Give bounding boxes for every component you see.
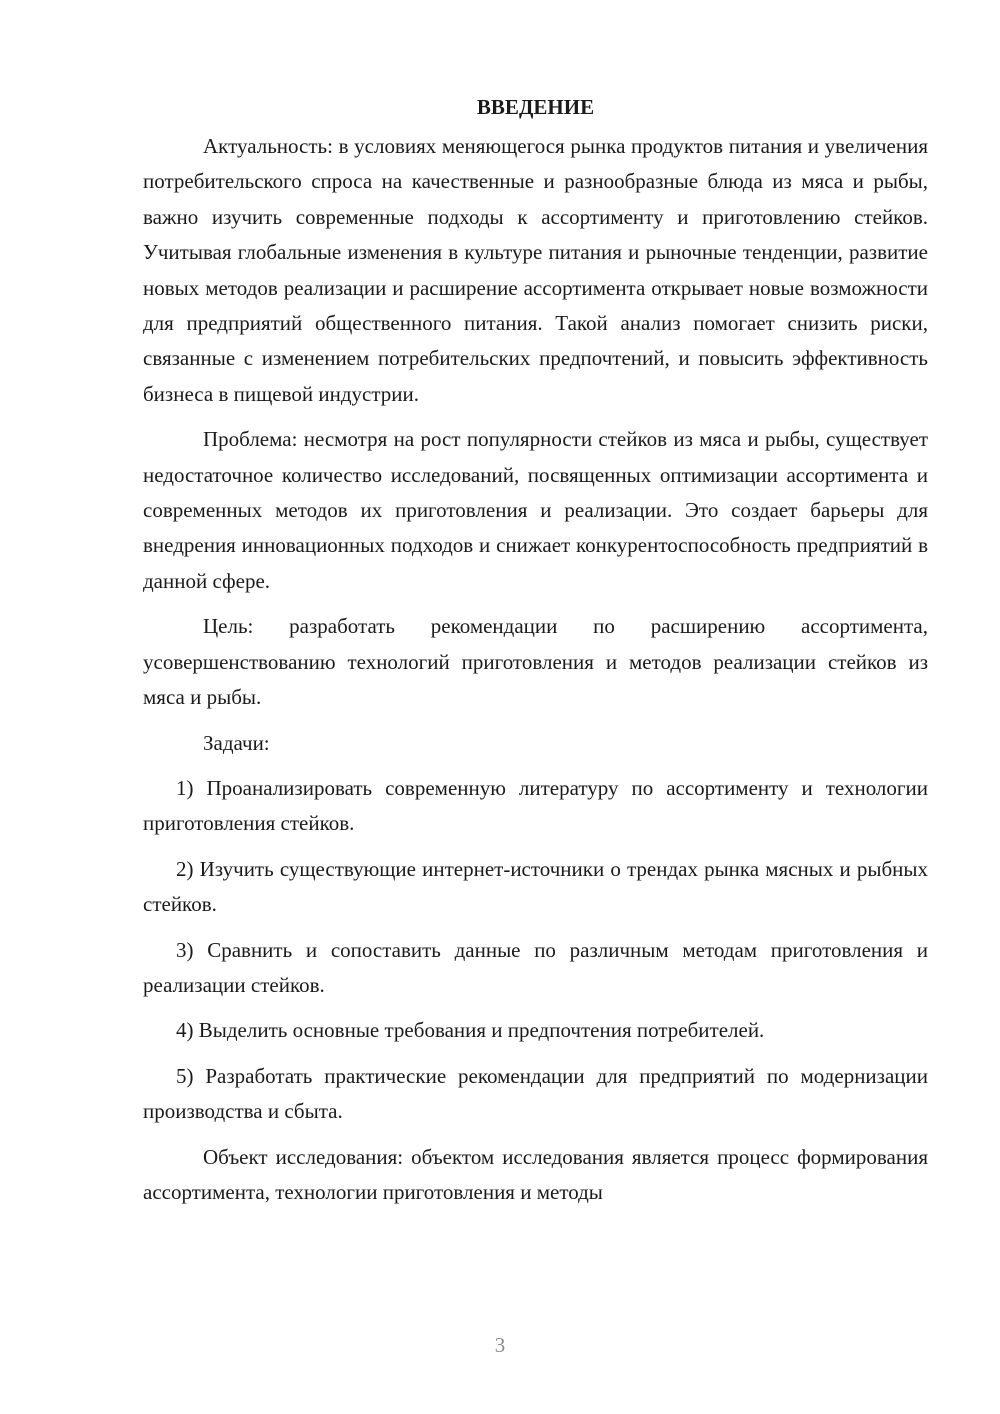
section-title: ВВЕДЕНИЕ — [476, 95, 595, 119]
paragraph-object: Объект исследования: объектом исследования является процесс формирования ассортимента, технологии приготовления и методы — [143, 1144, 928, 1204]
paragraph-relevance: Актуальность: в условиях меняющегося рынка продуктов питания и увеличения потребительского спроса на качественные и разнообразные блюда из мяса и рыбы, важно изучить современные подходы к ассортименту и приготовлению стейков. Учитывая глобальные изменения в культуре питания и рыночные тенденции, развитие новых методов реализации и расширение ассортимента открывает новые возможности для предприятий общественного питания. Такой анализ помогает снизить риски, связанные с изменением потребительских предпочтений, и повысить эффективность бизнеса в пищевой индустрии. — [143, 134, 928, 406]
task-item-1: 1) Проанализировать современную литературу по ассортименту и технологии приготовления стейков. — [143, 775, 928, 836]
paragraph-goal: Цель: разработать рекомендации по расширению ассортимента, усовершенствованию технологий приготовления и методов реализации стейков из мяса и рыбы. — [143, 614, 928, 710]
task-item-3: 3) Сравнить и сопоставить данные по различным методам приготовления и реализации стейков. — [143, 937, 928, 997]
task-item-2: 2) Изучить существующие интернет-источники о трендах рынка мясных и рыбных стейков. — [143, 856, 928, 917]
task-item-5: 5) Разработать практические рекомендации для предприятий по модернизации производства и сбыта. — [143, 1063, 928, 1124]
page-number: 3 — [494, 1333, 506, 1357]
paragraph-problem: Проблема: несмотря на рост популярности стейков из мяса и рыбы, существует недостаточное количество исследований, посвященных оптимизации ассортимента и современных методов их приготовления и реализации. Это создает барьеры для внедрения инновационных подходов и снижает конкурентоспособность предприятий в данной сфере. — [143, 427, 928, 593]
task-item-4: 4) Выделить основные требования и предпочтения потребителей. — [176, 1018, 765, 1043]
page-content — [143, 90, 928, 1210]
tasks-heading: Задачи: — [203, 730, 270, 755]
